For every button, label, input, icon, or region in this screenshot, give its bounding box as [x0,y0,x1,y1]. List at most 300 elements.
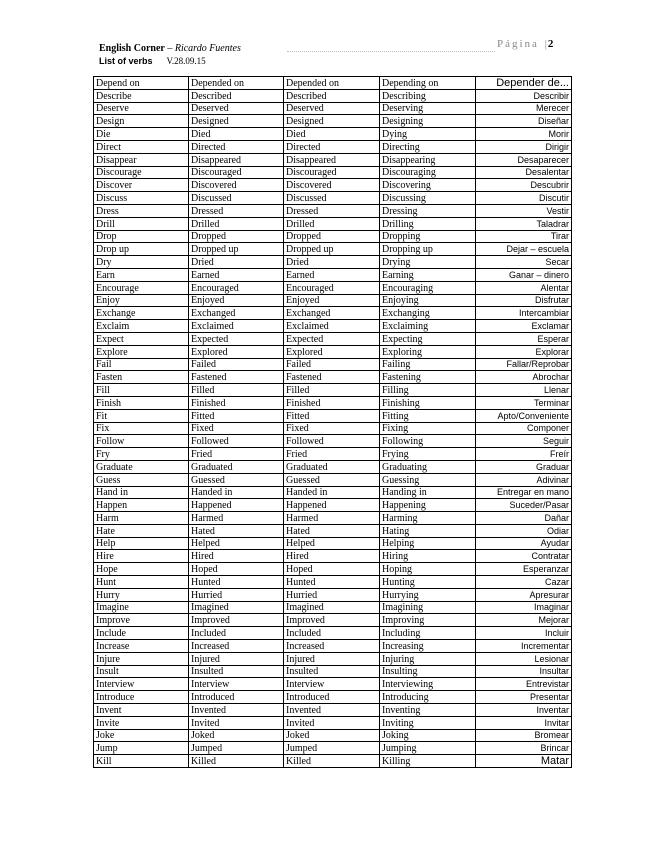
base-form-cell: Encourage [94,281,189,294]
gerund-cell: Dropping [380,230,476,243]
spanish-translation-cell: Depender de... [476,77,572,90]
past-participle-cell: Invented [284,704,380,717]
base-form-cell: Earn [94,268,189,281]
spanish-translation-cell: Taladrar [476,217,572,230]
past-simple-cell: Invited [189,716,284,729]
spanish-translation-cell: Ayudar [476,537,572,550]
table-row [94,537,572,550]
past-participle-cell: Encouraged [284,281,380,294]
table-row [94,627,572,640]
gerund-cell: Fastening [380,371,476,384]
past-simple-cell: Happened [189,499,284,512]
table-row [94,89,572,102]
gerund-cell: Dressing [380,204,476,217]
gerund-cell: Hating [380,524,476,537]
base-form-cell: Happen [94,499,189,512]
gerund-cell: Discovering [380,179,476,192]
past-participle-cell: Introduced [284,691,380,704]
past-simple-cell: Hired [189,550,284,563]
past-simple-cell: Followed [189,435,284,448]
base-form-cell: Direct [94,140,189,153]
spanish-translation-cell: Bromear [476,729,572,742]
table-row [94,678,572,691]
past-simple-cell: Disappeared [189,153,284,166]
spanish-translation-cell: Contratar [476,550,572,563]
table-row [94,153,572,166]
document-header [99,42,241,68]
gerund-cell: Exchanging [380,307,476,320]
past-participle-cell: Hoped [284,563,380,576]
spanish-translation-cell: Describir [476,89,572,102]
past-participle-cell: Followed [284,435,380,448]
past-participle-cell: Included [284,627,380,640]
gerund-cell: Discouraging [380,166,476,179]
table-row [94,422,572,435]
past-participle-cell: Died [284,128,380,141]
table-row [94,691,572,704]
table-row [94,409,572,422]
past-simple-cell: Failed [189,358,284,371]
past-participle-cell: Improved [284,614,380,627]
past-participle-cell: Fastened [284,371,380,384]
spanish-translation-cell: Vestir [476,204,572,217]
page-indicator [497,38,553,50]
past-participle-cell: Hurried [284,588,380,601]
past-participle-cell: Interview [284,678,380,691]
base-form-cell: Graduate [94,460,189,473]
gerund-cell: Inviting [380,716,476,729]
base-form-cell: Fry [94,448,189,461]
past-simple-cell: Discussed [189,192,284,205]
base-form-cell: Hire [94,550,189,563]
past-simple-cell: Drilled [189,217,284,230]
gerund-cell: Joking [380,729,476,742]
gerund-cell: Following [380,435,476,448]
base-form-cell: Drop up [94,243,189,256]
base-form-cell: Invent [94,704,189,717]
spanish-translation-cell: Intercambiar [476,307,572,320]
past-participle-cell: Described [284,89,380,102]
spanish-translation-cell: Dirigir [476,140,572,153]
base-form-cell: Hurry [94,588,189,601]
base-form-cell: Dry [94,256,189,269]
base-form-cell: Explore [94,345,189,358]
gerund-cell: Earning [380,268,476,281]
spanish-translation-cell: Esperar [476,332,572,345]
past-simple-cell: Died [189,128,284,141]
gerund-cell: Encouraging [380,281,476,294]
gerund-cell: Discussing [380,192,476,205]
base-form-cell: Exclaim [94,320,189,333]
past-participle-cell: Insulted [284,665,380,678]
gerund-cell: Harming [380,512,476,525]
past-simple-cell: Discovered [189,179,284,192]
gerund-cell: Finishing [380,396,476,409]
spanish-translation-cell: Esperanzar [476,563,572,576]
spanish-translation-cell: Desaparecer [476,153,572,166]
spanish-translation-cell: Mejorar [476,614,572,627]
gerund-cell: Improving [380,614,476,627]
base-form-cell: Describe [94,89,189,102]
spanish-translation-cell: Freír [476,448,572,461]
past-participle-cell: Expected [284,332,380,345]
past-simple-cell: Harmed [189,512,284,525]
header-subtitle [99,55,241,68]
page-separator: | [544,38,547,50]
spanish-translation-cell: Alentar [476,281,572,294]
base-form-cell: Jump [94,742,189,755]
spanish-translation-cell: Fallar/Reprobar [476,358,572,371]
table-row [94,217,572,230]
spanish-translation-cell: Odiar [476,524,572,537]
gerund-cell: Dying [380,128,476,141]
table-row [94,204,572,217]
past-simple-cell: Hoped [189,563,284,576]
table-row [94,576,572,589]
past-simple-cell: Fixed [189,422,284,435]
gerund-cell: Deserving [380,102,476,115]
base-form-cell: Fill [94,384,189,397]
gerund-cell: Guessing [380,473,476,486]
base-form-cell: Kill [94,755,189,768]
past-participle-cell: Hunted [284,576,380,589]
past-participle-cell: Fried [284,448,380,461]
base-form-cell: Disappear [94,153,189,166]
table-row [94,742,572,755]
base-form-cell: Die [94,128,189,141]
past-simple-cell: Fried [189,448,284,461]
table-row [94,473,572,486]
base-form-cell: Guess [94,473,189,486]
spanish-translation-cell: Componer [476,422,572,435]
gerund-cell: Depending on [380,77,476,90]
spanish-translation-cell: Incluir [476,627,572,640]
past-simple-cell: Introduced [189,691,284,704]
past-simple-cell: Increased [189,640,284,653]
gerund-cell: Filling [380,384,476,397]
past-participle-cell: Enjoyed [284,294,380,307]
gerund-cell: Hunting [380,576,476,589]
past-participle-cell: Discouraged [284,166,380,179]
past-simple-cell: Fastened [189,371,284,384]
table-row [94,563,572,576]
spanish-translation-cell: Abrochar [476,371,572,384]
base-form-cell: Joke [94,729,189,742]
past-simple-cell: Included [189,627,284,640]
past-simple-cell: Improved [189,614,284,627]
spanish-translation-cell: Llenar [476,384,572,397]
spanish-translation-cell: Insultar [476,665,572,678]
past-simple-cell: Hunted [189,576,284,589]
past-simple-cell: Hated [189,524,284,537]
past-participle-cell: Explored [284,345,380,358]
table-row [94,640,572,653]
base-form-cell: Fit [94,409,189,422]
spanish-translation-cell: Morir [476,128,572,141]
gerund-cell: Handing in [380,486,476,499]
header-divider [287,51,495,52]
header-title-dash: – [164,43,175,54]
gerund-cell: Happening [380,499,476,512]
table-row [94,102,572,115]
gerund-cell: Exclaiming [380,320,476,333]
table-row [94,192,572,205]
spanish-translation-cell: Imaginar [476,601,572,614]
base-form-cell: Follow [94,435,189,448]
table-row [94,384,572,397]
past-participle-cell: Happened [284,499,380,512]
base-form-cell: Increase [94,640,189,653]
past-participle-cell: Dried [284,256,380,269]
spanish-translation-cell: Matar [476,755,572,768]
base-form-cell: Include [94,627,189,640]
past-simple-cell: Enjoyed [189,294,284,307]
gerund-cell: Failing [380,358,476,371]
table-row [94,524,572,537]
table-row [94,601,572,614]
table-row [94,115,572,128]
spanish-translation-cell: Disfrutar [476,294,572,307]
past-participle-cell: Filled [284,384,380,397]
table-row [94,460,572,473]
past-simple-cell: Insulted [189,665,284,678]
past-participle-cell: Helped [284,537,380,550]
past-participle-cell: Exclaimed [284,320,380,333]
spanish-translation-cell: Inventar [476,704,572,717]
base-form-cell: Improve [94,614,189,627]
spanish-translation-cell: Seguir [476,435,572,448]
spanish-translation-cell: Invitar [476,716,572,729]
gerund-cell: Directing [380,140,476,153]
past-simple-cell: Dropped [189,230,284,243]
past-participle-cell: Hated [284,524,380,537]
past-simple-cell: Designed [189,115,284,128]
table-row [94,448,572,461]
spanish-translation-cell: Apto/Conveniente [476,409,572,422]
gerund-cell: Expecting [380,332,476,345]
spanish-translation-cell: Graduar [476,460,572,473]
gerund-cell: Jumping [380,742,476,755]
base-form-cell: Fail [94,358,189,371]
spanish-translation-cell: Desalentar [476,166,572,179]
table-row [94,716,572,729]
header-author: Ricardo Fuentes [174,43,241,54]
past-participle-cell: Directed [284,140,380,153]
past-simple-cell: Dropped up [189,243,284,256]
table-row [94,729,572,742]
table-row [94,704,572,717]
base-form-cell: Drop [94,230,189,243]
table-row [94,281,572,294]
base-form-cell: Fasten [94,371,189,384]
past-simple-cell: Invented [189,704,284,717]
gerund-cell: Helping [380,537,476,550]
gerund-cell: Disappearing [380,153,476,166]
table-row [94,320,572,333]
page-number: 2 [547,38,554,50]
past-participle-cell: Fitted [284,409,380,422]
gerund-cell: Including [380,627,476,640]
past-simple-cell: Expected [189,332,284,345]
past-simple-cell: Filled [189,384,284,397]
table-row [94,486,572,499]
base-form-cell: Exchange [94,307,189,320]
table-row [94,435,572,448]
past-participle-cell: Dropped [284,230,380,243]
table-row [94,77,572,90]
table-row [94,166,572,179]
base-form-cell: Discover [94,179,189,192]
base-form-cell: Injure [94,652,189,665]
gerund-cell: Drying [380,256,476,269]
past-simple-cell: Joked [189,729,284,742]
base-form-cell: Hunt [94,576,189,589]
gerund-cell: Drilling [380,217,476,230]
spanish-translation-cell: Cazar [476,576,572,589]
base-form-cell: Discourage [94,166,189,179]
past-simple-cell: Dried [189,256,284,269]
past-simple-cell: Deserved [189,102,284,115]
spanish-translation-cell: Terminar [476,396,572,409]
past-participle-cell: Fixed [284,422,380,435]
spanish-translation-cell: Entrevistar [476,678,572,691]
past-simple-cell: Finished [189,396,284,409]
past-simple-cell: Exclaimed [189,320,284,333]
past-simple-cell: Interview [189,678,284,691]
table-row [94,345,572,358]
gerund-cell: Hoping [380,563,476,576]
past-simple-cell: Injured [189,652,284,665]
page-word: Página [497,38,539,50]
gerund-cell: Designing [380,115,476,128]
past-participle-cell: Handed in [284,486,380,499]
past-participle-cell: Dropped up [284,243,380,256]
past-simple-cell: Handed in [189,486,284,499]
base-form-cell: Harm [94,512,189,525]
gerund-cell: Interviewing [380,678,476,691]
spanish-translation-cell: Incrementar [476,640,572,653]
gerund-cell: Increasing [380,640,476,653]
table-row [94,665,572,678]
past-participle-cell: Deserved [284,102,380,115]
past-simple-cell: Encouraged [189,281,284,294]
table-row [94,243,572,256]
past-participle-cell: Graduated [284,460,380,473]
past-simple-cell: Helped [189,537,284,550]
past-simple-cell: Exchanged [189,307,284,320]
base-form-cell: Imagine [94,601,189,614]
spanish-translation-cell: Ganar – dinero [476,268,572,281]
spanish-translation-cell: Dejar – escuela [476,243,572,256]
verbs-table-body [94,77,572,768]
past-participle-cell: Imagined [284,601,380,614]
spanish-translation-cell: Discutir [476,192,572,205]
spanish-translation-cell: Descubrir [476,179,572,192]
past-participle-cell: Exchanged [284,307,380,320]
past-simple-cell: Explored [189,345,284,358]
spanish-translation-cell: Diseñar [476,115,572,128]
base-form-cell: Discuss [94,192,189,205]
list-label: List of verbs [99,56,153,66]
verbs-table [93,76,572,768]
past-simple-cell: Depended on [189,77,284,90]
past-participle-cell: Injured [284,652,380,665]
gerund-cell: Imagining [380,601,476,614]
past-simple-cell: Jumped [189,742,284,755]
spanish-translation-cell: Tirar [476,230,572,243]
past-simple-cell: Graduated [189,460,284,473]
past-participle-cell: Discovered [284,179,380,192]
past-participle-cell: Killed [284,755,380,768]
past-simple-cell: Imagined [189,601,284,614]
past-simple-cell: Described [189,89,284,102]
table-row [94,396,572,409]
gerund-cell: Dropping up [380,243,476,256]
header-title [99,42,241,55]
past-participle-cell: Increased [284,640,380,653]
past-simple-cell: Killed [189,755,284,768]
gerund-cell: Exploring [380,345,476,358]
base-form-cell: Deserve [94,102,189,115]
past-simple-cell: Hurried [189,588,284,601]
table-row [94,128,572,141]
base-form-cell: Hope [94,563,189,576]
table-row [94,499,572,512]
past-simple-cell: Dressed [189,204,284,217]
spanish-translation-cell: Entregar en mano [476,486,572,499]
table-row [94,230,572,243]
past-simple-cell: Discouraged [189,166,284,179]
spanish-translation-cell: Dañar [476,512,572,525]
table-row [94,140,572,153]
gerund-cell: Describing [380,89,476,102]
version-label: V.28.09.15 [166,56,206,66]
base-form-cell: Introduce [94,691,189,704]
past-simple-cell: Earned [189,268,284,281]
gerund-cell: Insulting [380,665,476,678]
past-participle-cell: Joked [284,729,380,742]
header-title-bold: English Corner [99,43,165,54]
base-form-cell: Drill [94,217,189,230]
past-simple-cell: Fitted [189,409,284,422]
spanish-translation-cell: Presentar [476,691,572,704]
past-participle-cell: Earned [284,268,380,281]
table-row [94,294,572,307]
table-row [94,652,572,665]
base-form-cell: Finish [94,396,189,409]
spanish-translation-cell: Explorar [476,345,572,358]
spanish-translation-cell: Lesionar [476,652,572,665]
gerund-cell: Enjoying [380,294,476,307]
gerund-cell: Hiring [380,550,476,563]
spanish-translation-cell: Adivinar [476,473,572,486]
gerund-cell: Fixing [380,422,476,435]
past-participle-cell: Depended on [284,77,380,90]
gerund-cell: Introducing [380,691,476,704]
past-simple-cell: Directed [189,140,284,153]
past-participle-cell: Failed [284,358,380,371]
base-form-cell: Hand in [94,486,189,499]
table-row [94,755,572,768]
gerund-cell: Inventing [380,704,476,717]
base-form-cell: Enjoy [94,294,189,307]
past-participle-cell: Finished [284,396,380,409]
past-participle-cell: Dressed [284,204,380,217]
table-row [94,358,572,371]
spanish-translation-cell: Suceder/Pasar [476,499,572,512]
gerund-cell: Hurrying [380,588,476,601]
table-row [94,268,572,281]
